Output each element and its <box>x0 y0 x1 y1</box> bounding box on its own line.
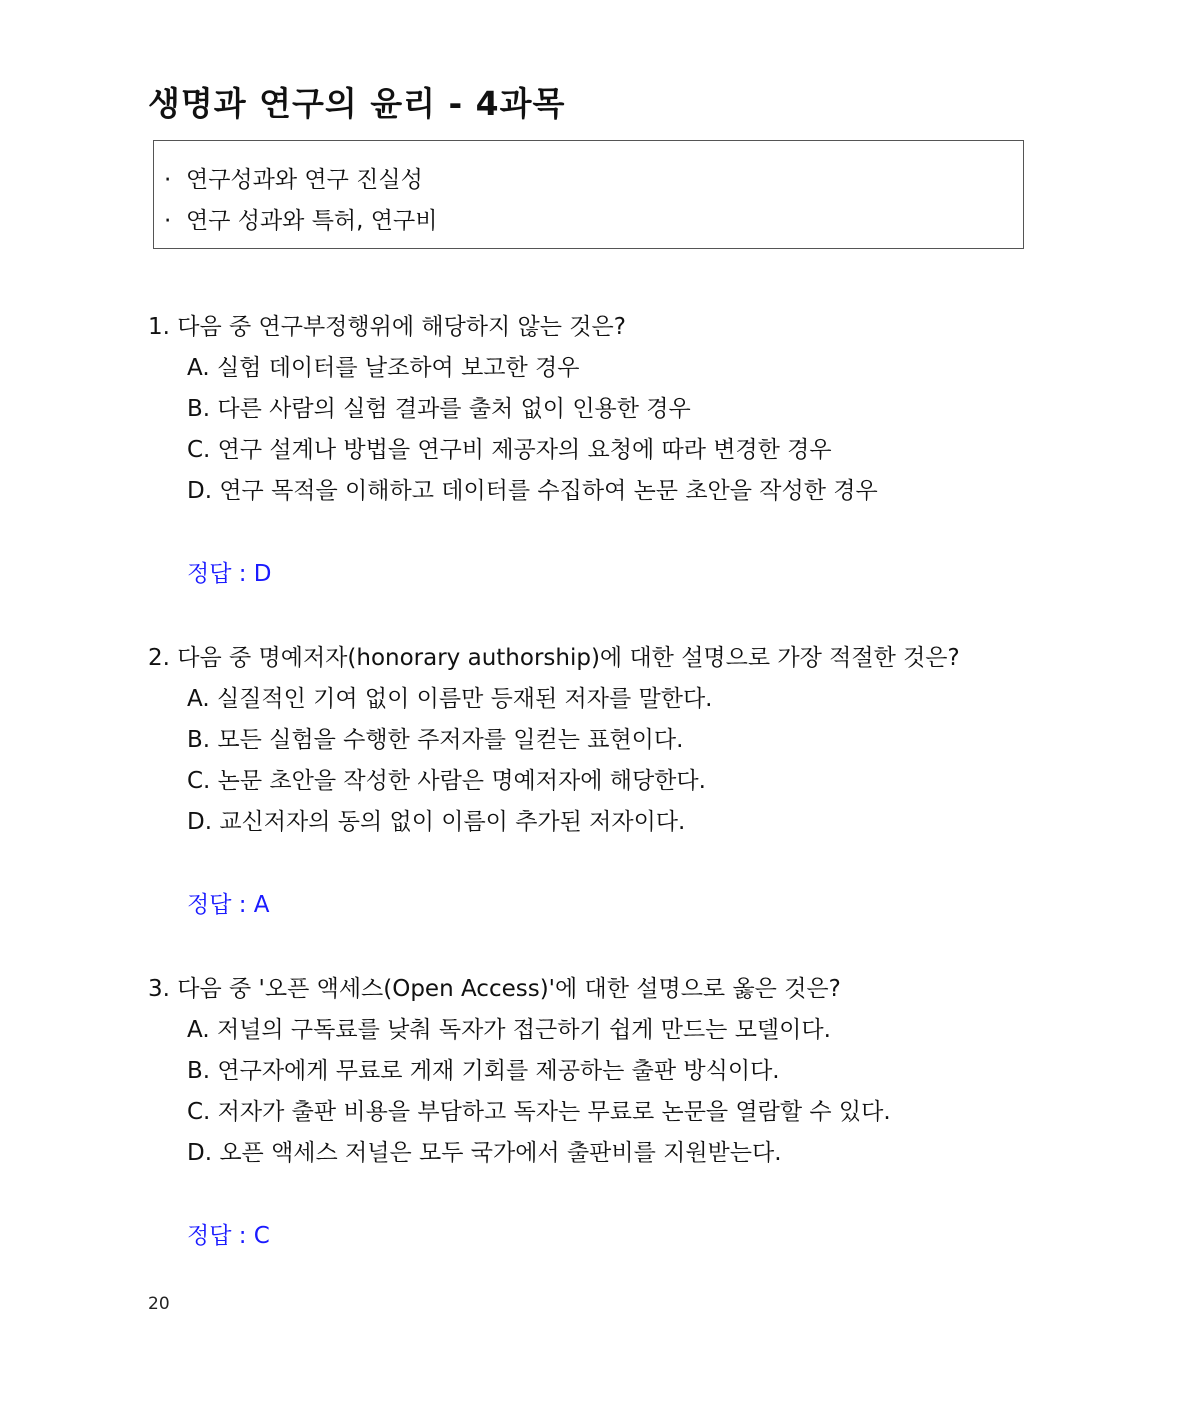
page-number: 20 <box>148 1294 170 1314</box>
option-c: C. 연구 설계나 방법을 연구비 제공자의 요청에 따라 변경한 경우 <box>187 437 832 463</box>
topic-item <box>164 202 437 235</box>
answer: 정답 : D <box>187 561 272 587</box>
option-b: B. 모든 실험을 수행한 주저자를 일컫는 표현이다. <box>187 727 684 753</box>
option-b: B. 연구자에게 무료로 게재 기회를 제공하는 출판 방식이다. <box>187 1058 780 1084</box>
option-d: D. 연구 목적을 이해하고 데이터를 수집하여 논문 초안을 작성한 경우 <box>187 478 878 504</box>
topics-box <box>153 140 1024 249</box>
question-1 <box>148 307 1048 595</box>
question-stem: 1. 다음 중 연구부정행위에 해당하지 않는 것은? <box>148 314 626 340</box>
answer: 정답 : A <box>187 892 270 918</box>
question-3 <box>148 969 1048 1257</box>
option-b: B. 다른 사람의 실험 결과를 출처 없이 인용한 경우 <box>187 396 691 422</box>
answer: 정답 : C <box>187 1223 270 1249</box>
page-title: 생명과 연구의 윤리 - 4과목 <box>148 84 566 123</box>
question-stem: 3. 다음 중 '오픈 액세스(Open Access)'에 대한 설명으로 옳은 것은? <box>148 976 841 1002</box>
option-a: A. 저널의 구독료를 낮춰 독자가 접근하기 쉽게 만드는 모델이다. <box>187 1017 831 1043</box>
option-c: C. 저자가 출판 비용을 부담하고 독자는 무료로 논문을 열람할 수 있다. <box>187 1099 891 1125</box>
topic-item <box>164 161 423 194</box>
topic-text: 연구 성과와 특허, 연구비 <box>186 208 438 234</box>
option-c: C. 논문 초안을 작성한 사람은 명예저자에 해당한다. <box>187 768 706 794</box>
question-2 <box>148 638 1048 926</box>
option-d: D. 오픈 액세스 저널은 모두 국가에서 출판비를 지원받는다. <box>187 1140 782 1166</box>
bullet-icon: · <box>164 208 172 234</box>
bullet-icon: · <box>164 167 172 193</box>
option-a: A. 실험 데이터를 날조하여 보고한 경우 <box>187 355 580 381</box>
topic-text: 연구성과와 연구 진실성 <box>186 167 423 193</box>
question-stem: 2. 다음 중 명예저자(honorary authorship)에 대한 설명으로 가장 적절한 것은? <box>148 645 960 671</box>
option-d: D. 교신저자의 동의 없이 이름이 추가된 저자이다. <box>187 809 686 835</box>
option-a: A. 실질적인 기여 없이 이름만 등재된 저자를 말한다. <box>187 686 713 712</box>
